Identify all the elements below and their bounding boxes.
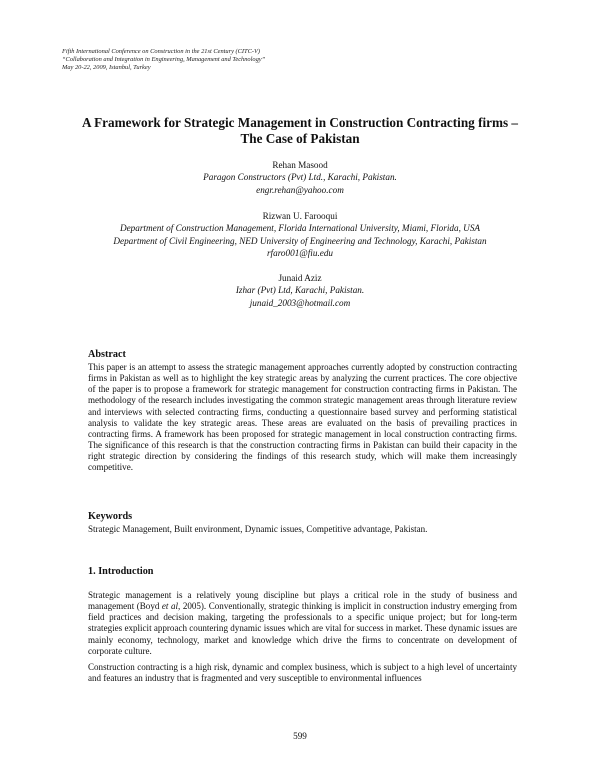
author-email: junaid_2003@hotmail.com — [249, 297, 351, 308]
author-block-2 — [60, 210, 540, 260]
keywords-heading: Keywords — [88, 511, 133, 522]
intro-text-segment: , 2005). Conventionally, strategic thinking is implicit in construction industry emerging from field practices and decision making, targeting the professionals to a specific unique project; but for long-term strategies explicit approach countering dynamic issues which are vital for success in market. These dynamic issues are mainly economy, technology, market and knowledge which drive the firms to concentrate on development of corporate culture. — [88, 601, 517, 656]
conference-name: Fifth International Conference on Construction in the 21st Century (CITC-V) — [62, 48, 261, 55]
introduction-paragraph-2: Construction contracting is a high risk, dynamic and complex business, which is subject to a high level of uncertainty and features an industry that is fragmented and very susceptible to environmental influences — [88, 662, 517, 684]
author-name: Rizwan U. Farooqui — [262, 211, 338, 221]
author-affiliation: Department of Construction Management, Florida International University, Miami, Florida, USA — [119, 223, 481, 234]
author-email: rfaro001@fiu.edu — [266, 248, 334, 259]
author-email: engr.rehan@yahoo.com — [256, 184, 344, 195]
intro-citation-italic: et al — [161, 601, 179, 612]
author-affiliation: Department of Civil Engineering, NED University of Engineering and Technology, Karachi, Pakistan — [113, 235, 487, 246]
paper-title-line-1: A Framework for Strategic Management in Construction Contracting firms – — [82, 115, 518, 130]
author-name: Junaid Aziz — [278, 273, 322, 283]
introduction-paragraph-1 — [88, 590, 517, 657]
conference-theme: “Collaboration and Integration in Engineering, Management and Technology” — [62, 56, 266, 64]
paper-title — [70, 115, 530, 147]
author-block-3 — [60, 272, 540, 309]
conference-date-location: May 20-22, 2009, Istanbul, Turkey — [62, 64, 151, 72]
intro-text-segment: Strategic management is a relatively young discipline but plays a critical role in the study of business and management (Boyd — [88, 590, 517, 612]
author-block-1 — [60, 159, 540, 196]
author-affiliation: Izhar (Pvt) Ltd, Karachi, Pakistan. — [235, 285, 365, 296]
introduction-heading: 1. Introduction — [88, 566, 154, 577]
keywords-text: Strategic Management, Built environment, Dynamic issues, Competitive advantage, Pakistan. — [88, 524, 428, 534]
author-affiliation: Paragon Constructors (Pvt) Ltd., Karachi, Pakistan. — [203, 172, 397, 183]
author-name: Rehan Masood — [272, 160, 328, 170]
abstract-heading: Abstract — [88, 349, 126, 360]
abstract-text: This paper is an attempt to assess the strategic management approaches currently adopted by construction contracting firms in Pakistan as well as to highlight the key strategic areas by analyzing the current practices. The core objective of the paper is to propose a framework for strategic management for construction contracting firms in Pakistan. The methodology of the research includes investigating the common strategic management areas through literature review and interviews with selected contracting firms, conducting a questionnaire based survey and performing statistical analysis to validate the key strategic areas. These areas are evaluated on the basis of prevailing practices in contracting firms. A framework has been proposed for strategic management in local construction contracting firms. The significance of this research is that the construction contracting firms in Pakistan can build their capacity in the right strategic direction by considering the findings of this research study, which will make them increasingly competitive. — [88, 362, 517, 473]
conference-header — [62, 48, 462, 73]
paper-title-line-2: The Case of Pakistan — [240, 131, 360, 146]
page-number: 599 — [293, 731, 307, 741]
